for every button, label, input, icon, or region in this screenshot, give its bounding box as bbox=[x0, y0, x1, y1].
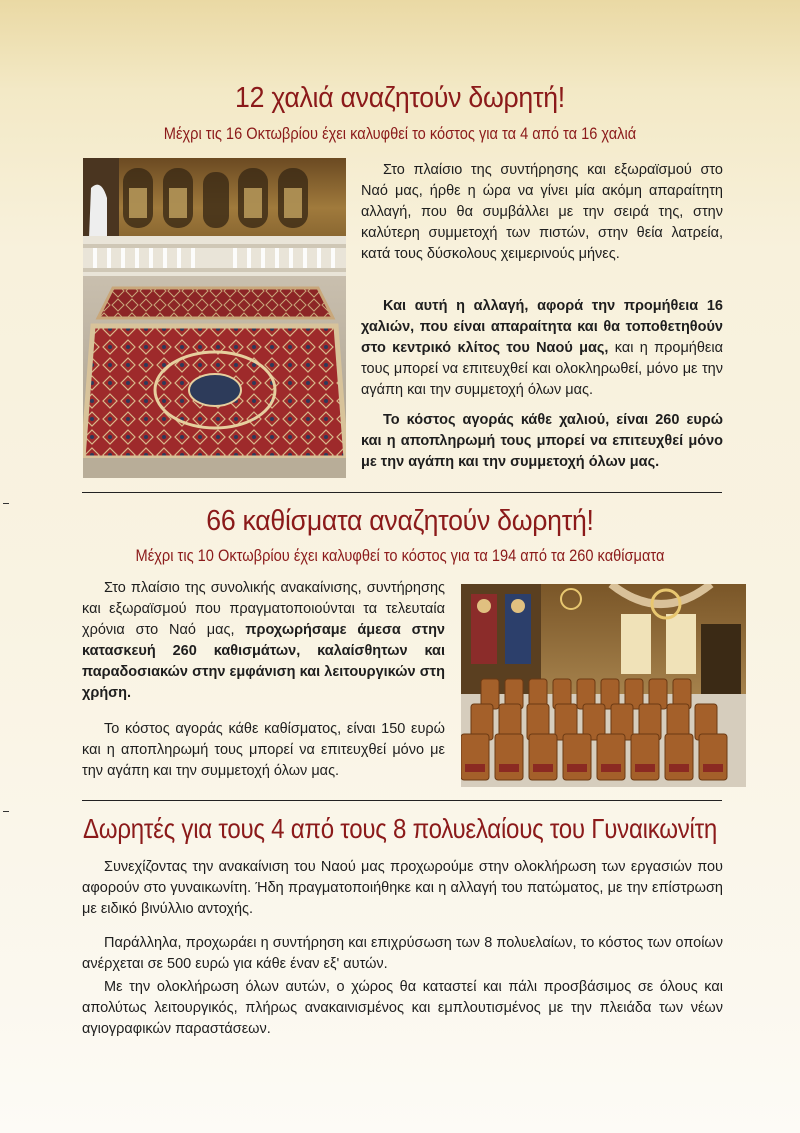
section3-paragraph-2: Παράλληλα, προχωράει η συντήρηση και επιχρύσωση των 8 πολυελαίων, το κόστος των οποίων ανέρχεται σε 500 ευρώ για κάθε έναν εξ' αυτών. bbox=[82, 935, 723, 972]
section2-subtitle: Μέχρι τις 10 Οκτωβρίου έχει καλυφθεί το κόστος για τα 194 από τα 260 καθίσματα bbox=[135, 546, 665, 565]
section3-title: Δωρητές για τους 4 από τους 8 πολυελαίους του Γυναικωνίτη bbox=[82, 813, 718, 844]
section1-paragraph-2-bold: Και αυτή η αλλαγή, αφορά την προμήθεια 16 χαλιών, που είναι απαραίτητα και θα τοποθετηθούν στο κεντρικό κλίτος του Ναού μας, bbox=[361, 298, 723, 356]
section1-paragraph-3 bbox=[361, 410, 723, 473]
section2-paragraph-1 bbox=[82, 578, 445, 704]
section2-paragraph-1-bold: προχωρήσαμε άμεσα στην κατασκευή 260 καθισμάτων, καλαίσθητων και παραδοσιακών στην εμφάνιση και λειτουργικών στη χρήση. bbox=[82, 622, 445, 701]
carpet-photo bbox=[83, 158, 346, 478]
margin-tick bbox=[3, 503, 9, 504]
section3-paragraph-3: Με την ολοκλήρωση όλων αυτών, ο χώρος θα καταστεί και πάλι προσβάσιμος σε όλους και απολύτως λειτουργικός, πλήρως ανακαινισμένος και εμπλουτισμένος με την πλειάδα των νέων αγιογραφικών παραστάσεων. bbox=[82, 979, 723, 1037]
section1-paragraph-2-rest: και η προμήθεια τους μπορεί να επιτευχθεί και ολοκληρωθεί, μόνο με την αγάπη και την συμμετοχή όλων μας. bbox=[361, 340, 723, 398]
section-divider bbox=[82, 800, 722, 801]
section1-title: 12 χαλιά αναζητούν δωρητή! bbox=[235, 82, 565, 114]
section-divider bbox=[82, 492, 722, 493]
section1-paragraph-1: Στο πλαίσιο της συντήρησης και εξωραϊσμού στο Ναό μας, ήρθε η ώρα να γίνει μία ακόμη απαραίτητη αλλαγή, που θα συμβάλλει με την σειρά της, στην καλύτερη συμμετοχή των πιστών, στην θεία λατρεία, κατά τους δύσκολους χειμερινούς μήνες. bbox=[361, 162, 723, 262]
section1-subtitle: Μέχρι τις 16 Οκτωβρίου έχει καλυφθεί το κόστος για τα 4 από τα 16 χαλιά bbox=[163, 124, 637, 143]
section2-paragraph-1-start: Στο πλαίσιο της συνολικής ανακαίνισης, συντήρησης και εξωραϊσμού που πραγματοποιούνται τα τελευταία χρόνια στο Ναό μας, bbox=[82, 580, 445, 638]
section3-paragraph-1: Συνεχίζοντας την ανακαίνιση του Ναού μας προχωρούμε στην ολοκλήρωση των εργασιών που αφορούν στο γυναικωνίτη. Ήδη πραγματοποιήθηκε και η αλλαγή του πατώματος, με την επίστρωση με ειδικό βινύλλιο αντοχής. bbox=[82, 859, 723, 917]
section2-paragraph-2: Το κόστος αγοράς κάθε καθίσματος, είναι 150 ευρώ και η αποπληρωμή τους μπορεί να επιτευχθεί μόνο με την αγάπη και την συμμετοχή όλων μας. bbox=[82, 721, 445, 779]
section1-paragraph-3-bold: Το κόστος αγοράς κάθε χαλιού, είναι 260 ευρώ και η αποπληρωμή τους μπορεί να επιτευχθεί μόνο με την αγάπη και την συμμετοχή όλων μας. bbox=[361, 412, 723, 470]
seats-photo bbox=[461, 584, 746, 787]
section2-title: 66 καθίσματα αναζητούν δωρητή! bbox=[206, 505, 594, 537]
margin-tick bbox=[3, 811, 9, 812]
section1-paragraph-2 bbox=[361, 296, 723, 401]
